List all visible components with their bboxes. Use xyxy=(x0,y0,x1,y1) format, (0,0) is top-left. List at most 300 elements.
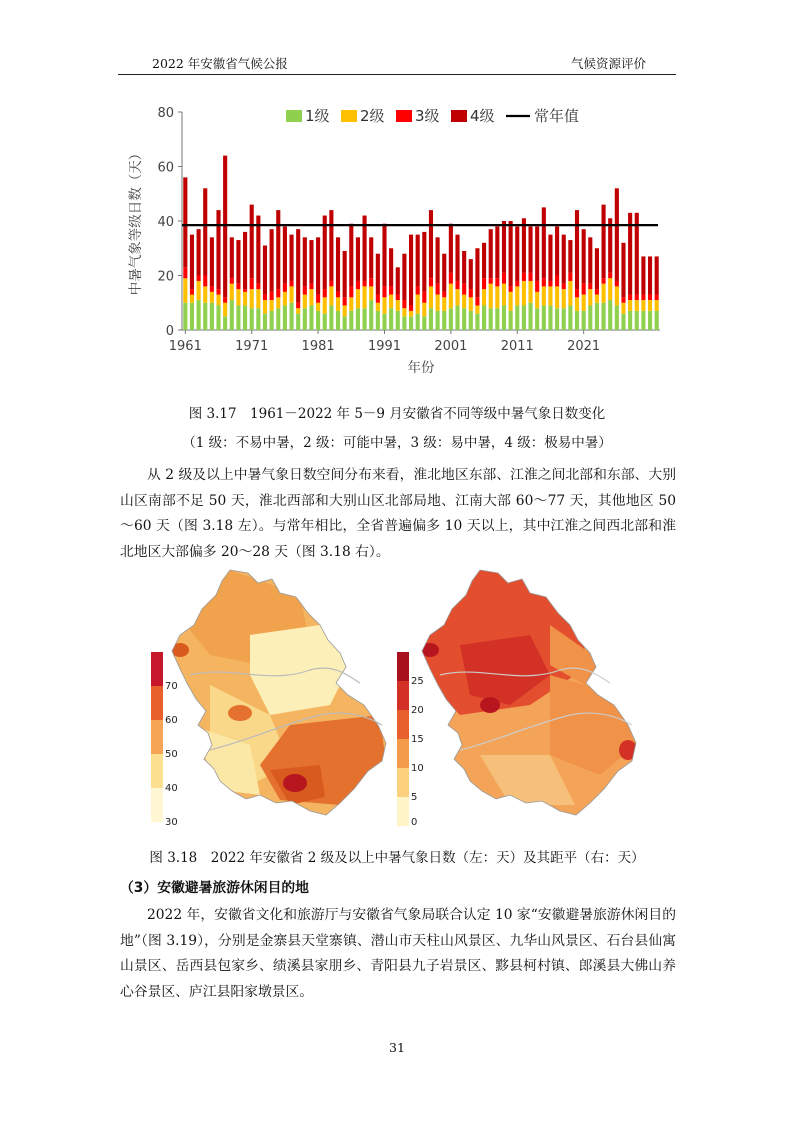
bar-segment xyxy=(635,295,639,300)
bar-segment xyxy=(356,308,360,330)
bar-segment xyxy=(396,311,400,330)
bar-segment xyxy=(316,311,320,330)
bar-segment xyxy=(309,305,313,330)
bar-segment xyxy=(323,297,327,313)
legend-left-tick: 50 xyxy=(165,749,178,760)
figure-3-18-caption: 图 3.18 2022 年安徽省 2 级及以上中暑气象日数（左：天）及其距平（右：天） xyxy=(149,850,645,866)
x-tick-label: 2021 xyxy=(567,339,601,354)
bar-segment xyxy=(429,278,433,286)
bar-segment xyxy=(522,218,526,273)
bar-segment xyxy=(449,308,453,330)
bar-segment xyxy=(236,284,240,289)
bar-segment xyxy=(655,256,659,294)
bar-segment xyxy=(183,267,187,278)
bar-segment xyxy=(223,156,227,298)
bar-segment xyxy=(482,289,486,305)
bar-segment xyxy=(183,177,187,267)
bar-segment xyxy=(376,295,380,303)
bar-segment xyxy=(396,300,400,311)
bar-segment xyxy=(482,305,486,330)
bar-segment xyxy=(343,316,347,330)
bar-segment xyxy=(329,305,333,330)
bar-segment xyxy=(402,254,406,300)
bar-segment xyxy=(389,286,393,294)
bar-segment xyxy=(283,292,287,306)
legend-label: 2级 xyxy=(360,107,385,125)
bar-segment xyxy=(502,305,506,330)
bar-segment xyxy=(475,248,479,297)
bar-segment xyxy=(502,273,506,284)
bar-segment xyxy=(329,286,333,305)
bar-segment xyxy=(429,210,433,278)
bar-segment xyxy=(489,229,493,278)
bar-segment xyxy=(409,311,413,316)
bar-segment xyxy=(515,286,519,305)
bar-segment xyxy=(588,305,592,330)
legend-bar-right xyxy=(397,652,409,826)
bar-segment xyxy=(628,300,632,311)
bar-segment xyxy=(462,251,466,284)
bar-segment xyxy=(635,311,639,330)
x-axis-title: 年份 xyxy=(407,360,435,376)
bar-segment xyxy=(416,286,420,294)
bar-segment xyxy=(575,311,579,330)
bar-segment xyxy=(369,300,373,330)
bar-segment xyxy=(555,286,559,308)
bar-segment xyxy=(369,237,373,278)
bar-segment xyxy=(409,316,413,330)
bar-segment xyxy=(256,284,260,289)
legend-left-tick: 60 xyxy=(165,715,178,726)
bar-segment xyxy=(296,308,300,313)
y-tick-label: 0 xyxy=(165,324,174,339)
bar-segment xyxy=(303,295,307,309)
y-tick-label: 80 xyxy=(157,106,174,121)
bar-segment xyxy=(296,229,300,303)
bar-segment xyxy=(336,297,340,311)
bar-segment xyxy=(210,303,214,330)
bar-segment xyxy=(602,205,606,279)
figure-3-17-note: （1 级：不易中暑，2 级：可能中暑，3 级：易中暑，4 级：极易中暑） xyxy=(182,435,612,451)
bar-segment xyxy=(542,278,546,286)
bar-segment xyxy=(641,300,645,311)
bar-segment xyxy=(422,303,426,317)
legend-swatch xyxy=(341,110,357,122)
bar-segment xyxy=(475,305,479,313)
bar-segment xyxy=(236,305,240,330)
bar-segment xyxy=(648,256,652,294)
bar-segment xyxy=(568,240,572,273)
bar-segment xyxy=(276,210,280,289)
bar-segment xyxy=(469,297,473,311)
bar-segment xyxy=(270,311,274,330)
bar-segment xyxy=(588,289,592,305)
bar-segment xyxy=(449,224,453,273)
bar-segment xyxy=(582,284,586,295)
bar-segment xyxy=(230,300,234,330)
bar-segment xyxy=(502,284,506,306)
bar-segment xyxy=(256,308,260,330)
bar-segment xyxy=(349,224,353,287)
bar-segment xyxy=(489,278,493,283)
bar-segment xyxy=(641,295,645,300)
bar-segment xyxy=(615,188,619,281)
bar-segment xyxy=(402,308,406,316)
legend-left-tick: 40 xyxy=(165,783,178,794)
bar-segment xyxy=(376,303,380,311)
bar-segment xyxy=(356,237,360,281)
bar-segment xyxy=(356,281,360,289)
bar-segment xyxy=(548,286,552,305)
bar-segment xyxy=(595,295,599,303)
bar-segment xyxy=(628,295,632,300)
page-number: 31 xyxy=(389,1040,405,1055)
bar-segment xyxy=(309,240,313,284)
bar-segment xyxy=(442,292,446,297)
bar-segment xyxy=(210,237,214,286)
bar-segment xyxy=(343,297,347,305)
bar-segment xyxy=(336,292,340,297)
legend-label: 常年值 xyxy=(534,107,580,125)
bar-segment xyxy=(608,273,612,278)
bar-segment xyxy=(263,295,267,300)
legend-right-tick: 20 xyxy=(411,705,424,716)
bar-segment xyxy=(296,303,300,308)
bar-segment xyxy=(402,300,406,308)
bar-segment xyxy=(309,284,313,289)
bar-segment xyxy=(515,226,519,281)
bar-segment xyxy=(356,289,360,308)
bar-segment xyxy=(243,289,247,292)
bar-segment xyxy=(270,300,274,311)
legend-left-tick: 30 xyxy=(165,817,178,828)
bar-segment xyxy=(216,305,220,330)
bar-segment xyxy=(190,235,194,290)
bar-segment xyxy=(216,295,220,306)
bar-segment xyxy=(515,281,519,286)
bar-segment xyxy=(396,267,400,294)
bar-segment xyxy=(396,295,400,300)
bar-segment xyxy=(382,224,386,287)
legend-swatch xyxy=(451,110,467,122)
bar-segment xyxy=(363,308,367,330)
bar-segment xyxy=(210,292,214,303)
bar-segment xyxy=(369,286,373,300)
paragraph-2 xyxy=(120,903,676,1005)
bar-segment xyxy=(349,297,353,311)
bar-segment xyxy=(582,229,586,283)
bar-segment xyxy=(455,305,459,330)
bar-segment xyxy=(376,254,380,295)
bar-segment xyxy=(230,237,234,278)
y-tick-label: 20 xyxy=(157,269,174,285)
paragraph-1 xyxy=(120,463,676,565)
bar-segment xyxy=(436,295,440,311)
bar-segment xyxy=(323,314,327,330)
bar-segment xyxy=(382,314,386,330)
bar-segment xyxy=(336,237,340,292)
bar-segment xyxy=(303,286,307,294)
bar-segment xyxy=(555,276,559,287)
bar-segment xyxy=(495,278,499,286)
x-tick-label: 1991 xyxy=(367,339,402,354)
bar-segment xyxy=(243,232,247,289)
bar-segment xyxy=(648,311,652,330)
bar-segment xyxy=(495,308,499,330)
bar-segment xyxy=(562,235,566,284)
bar-segment xyxy=(641,311,645,330)
bar-segment xyxy=(469,289,473,297)
bar-segment xyxy=(190,295,194,303)
bar-segment xyxy=(482,243,486,278)
bar-segment xyxy=(429,286,433,308)
x-tick-label: 1971 xyxy=(235,339,269,354)
bar-segment xyxy=(316,303,320,311)
bar-segment xyxy=(230,278,234,283)
legend-right-tick: 10 xyxy=(411,763,424,774)
bar-segment xyxy=(655,311,659,330)
bar-segment xyxy=(289,281,293,286)
bar-segment xyxy=(615,305,619,330)
bar-segment xyxy=(243,292,247,306)
bar-segment xyxy=(542,286,546,305)
bar-segment xyxy=(329,210,333,281)
bar-segment xyxy=(183,303,187,330)
bar-segment xyxy=(489,284,493,309)
stacked-bar-chart xyxy=(120,100,680,385)
bar-segment xyxy=(615,281,619,286)
bar-segment xyxy=(216,210,220,289)
bar-segment xyxy=(236,289,240,305)
bar-segment xyxy=(575,289,579,297)
bar-segment xyxy=(429,308,433,330)
bar-segment xyxy=(475,297,479,305)
bar-segment xyxy=(223,316,227,330)
bar-segment xyxy=(555,308,559,330)
bar-segment xyxy=(382,297,386,313)
bar-segment xyxy=(283,284,287,292)
bar-segment xyxy=(216,289,220,294)
bar-segment xyxy=(509,292,513,311)
bar-segment xyxy=(363,281,367,286)
bar-segment xyxy=(436,237,440,283)
bar-segment xyxy=(562,289,566,308)
bar-segment xyxy=(343,251,347,297)
bar-segment xyxy=(621,303,625,314)
bar-segment xyxy=(389,308,393,330)
bar-segment xyxy=(183,278,187,303)
bar-segment xyxy=(316,295,320,303)
bar-segment xyxy=(230,284,234,300)
bar-segment xyxy=(442,297,446,311)
y-tick-label: 60 xyxy=(157,160,174,176)
bar-segment xyxy=(197,300,201,330)
bar-segment xyxy=(449,284,453,309)
bar-segment xyxy=(250,278,254,289)
bar-segment xyxy=(509,221,513,286)
legend-label: 3级 xyxy=(415,107,440,125)
legend-label: 1级 xyxy=(305,107,330,125)
bar-segment xyxy=(489,308,493,330)
x-tick-label: 1961 xyxy=(168,339,202,354)
bar-segment xyxy=(190,303,194,330)
bar-segment xyxy=(276,297,280,308)
bar-segment xyxy=(535,308,539,330)
bar-segment xyxy=(535,226,539,281)
bar-segment xyxy=(376,311,380,330)
bar-segment xyxy=(548,281,552,286)
bar-segment xyxy=(655,295,659,300)
bar-segment xyxy=(528,273,532,281)
page-header xyxy=(118,52,676,75)
bar-segment xyxy=(203,286,207,302)
bar-segment xyxy=(568,273,572,281)
bar-segment xyxy=(595,289,599,294)
bar-segment xyxy=(582,311,586,330)
y-tick-label: 40 xyxy=(157,215,174,230)
paragraph-2-text: 2022 年，安徽省文化和旅游厅与安徽省气象局联合认定 10 家“安徽避暑旅游休闲目的地”（图 3.19），分别是金寨县天堂寨镇、潜山市天柱山风景区、九华山风景区、石台县仙寓山景区、岳西县包家乡、绩溪县家朋乡、青阳县九子岩景区、黟县柯村镇、郎溪县大佛山养心谷景区、庐江县阳家墩景区。 xyxy=(120,907,676,1000)
legend-right-tick: 0 xyxy=(411,817,418,828)
bar-segment xyxy=(475,314,479,330)
bar-segment xyxy=(250,289,254,308)
bar-segment xyxy=(436,284,440,295)
legend-right-tick: 25 xyxy=(411,676,424,687)
legend-bar-left xyxy=(151,652,163,822)
bar-segment xyxy=(522,273,526,281)
bar-segment xyxy=(588,284,592,289)
map-right xyxy=(400,565,650,830)
bar-segment xyxy=(462,308,466,330)
bar-segment xyxy=(562,308,566,330)
legend-swatch xyxy=(396,110,412,122)
bar-segment xyxy=(449,273,453,284)
bar-segment xyxy=(250,205,254,279)
bar-segment xyxy=(276,289,280,297)
legend-right-tick: 15 xyxy=(411,734,424,745)
bar-segment xyxy=(190,289,194,294)
bar-segment xyxy=(568,281,572,306)
bar-segment xyxy=(303,308,307,330)
bar-segment xyxy=(402,316,406,330)
bar-segment xyxy=(535,292,539,308)
bar-segment xyxy=(422,292,426,303)
bar-segment xyxy=(528,281,532,303)
bar-segment xyxy=(455,235,459,281)
bar-segment xyxy=(289,286,293,302)
paragraph-1-text: 从 2 级及以上中暑气象日数空间分布来看，淮北地区东部、江淮之间北部和东部、大别山区南部不足 50 天，淮北西部和大别山区北部局地、江南大部 60～77 天，其他地区 50～60 天（图 3.18 左）。与常年相比，全省普遍偏多 10 天以上，其中江淮之间西北部和淮北地区大部偏多 20～28 天（图 3.18 右）。 xyxy=(120,467,676,560)
bar-segment xyxy=(256,289,260,308)
bar-segment xyxy=(528,226,532,272)
bar-segment xyxy=(588,237,592,283)
bar-segment xyxy=(203,276,207,287)
bar-segment xyxy=(608,218,612,273)
bar-segment xyxy=(495,286,499,308)
bar-segment xyxy=(203,188,207,275)
bar-segment xyxy=(343,305,347,316)
legend-left-tick: 70 xyxy=(165,681,178,692)
bar-segment xyxy=(349,311,353,330)
bar-segment xyxy=(349,286,353,297)
bar-segment xyxy=(482,278,486,289)
header-left: 2022 年安徽省气候公报 xyxy=(152,56,288,71)
bar-segment xyxy=(409,235,413,306)
legend-label: 4级 xyxy=(470,107,495,125)
bar-segment xyxy=(236,240,240,284)
bar-segment xyxy=(641,256,645,294)
bar-segment xyxy=(462,284,466,295)
bar-segment xyxy=(608,278,612,300)
bar-segment xyxy=(363,286,367,308)
x-tick-label: 2001 xyxy=(434,339,468,354)
bar-segment xyxy=(329,281,333,286)
bar-segment xyxy=(582,295,586,311)
legend-right-tick: 5 xyxy=(411,792,418,803)
bar-segment xyxy=(502,221,506,273)
bar-segment xyxy=(608,300,612,330)
bar-segment xyxy=(462,295,466,309)
bar-segment xyxy=(562,284,566,289)
bar-segment xyxy=(389,248,393,286)
bar-segment xyxy=(276,308,280,330)
bar-segment xyxy=(243,305,247,330)
bar-segment xyxy=(602,284,606,303)
header-right: 气候资源评价 xyxy=(570,56,646,71)
bar-segment xyxy=(542,207,546,278)
bar-segment xyxy=(442,254,446,292)
bar-segment xyxy=(542,305,546,330)
bar-segment xyxy=(436,311,440,330)
legend-swatch xyxy=(286,110,302,122)
bar-segment xyxy=(602,278,606,283)
bar-segment xyxy=(648,295,652,300)
bar-segment xyxy=(522,281,526,306)
bar-segment xyxy=(389,295,393,309)
bar-segment xyxy=(296,314,300,330)
bar-segment xyxy=(223,297,227,302)
bar-segment xyxy=(382,286,386,297)
bar-segment xyxy=(442,311,446,330)
x-tick-label: 2011 xyxy=(500,339,534,354)
bar-segment xyxy=(223,303,227,317)
bar-segment xyxy=(455,281,459,289)
bar-segment xyxy=(548,235,552,281)
map-left xyxy=(150,565,400,830)
bar-segment xyxy=(469,311,473,330)
bar-segment xyxy=(595,303,599,330)
bar-segment xyxy=(416,235,420,287)
bar-segment xyxy=(509,311,513,330)
bar-segment xyxy=(495,226,499,278)
bar-segment xyxy=(575,297,579,311)
bar-segment xyxy=(283,305,287,330)
bar-segment xyxy=(270,229,274,292)
bar-segment xyxy=(509,286,513,291)
section-heading: （3）安徽避暑旅游休闲目的地 xyxy=(120,880,309,896)
bar-segment xyxy=(210,286,214,291)
bar-segment xyxy=(197,281,201,300)
bar-segment xyxy=(575,210,579,289)
bar-segment xyxy=(515,305,519,330)
bar-segment xyxy=(522,305,526,330)
bar-segment xyxy=(409,305,413,310)
bar-segment xyxy=(568,305,572,330)
bar-segment xyxy=(309,289,313,305)
bar-segment xyxy=(621,243,625,297)
bar-segment xyxy=(263,246,267,295)
bar-segment xyxy=(203,303,207,330)
bar-segment xyxy=(602,303,606,330)
bar-segment xyxy=(323,216,327,290)
